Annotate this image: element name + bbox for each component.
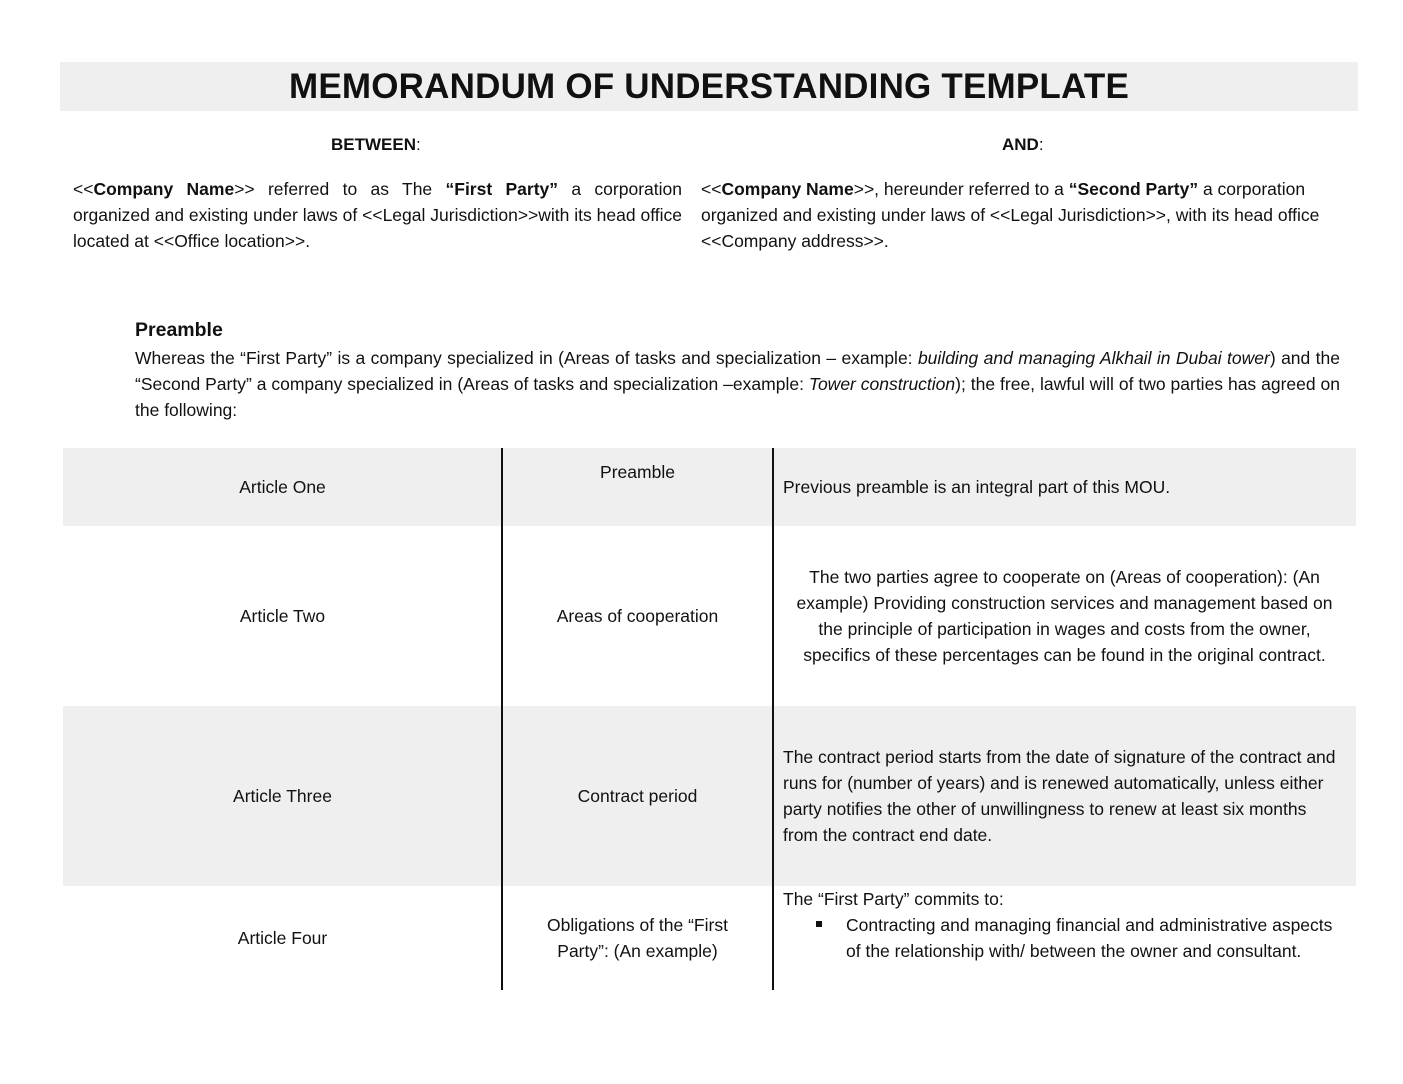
article-subject: Contract period xyxy=(577,786,698,806)
second-party-rest: a corporation organized and existing under laws of <<Legal Jurisdiction>>, with its head office <<Company address>>. xyxy=(701,179,1320,251)
obligations-list xyxy=(783,912,1346,964)
first-party-label: “First Party” xyxy=(445,179,559,199)
document-title: MEMORANDUM OF UNDERSTANDING TEMPLATE xyxy=(60,62,1358,111)
article-content xyxy=(773,886,1356,990)
column-divider xyxy=(772,448,774,990)
table-row xyxy=(63,448,1356,526)
second-party-heading xyxy=(1002,135,1044,155)
article-subject: Preamble xyxy=(600,462,675,482)
second-referred-text: , hereunder referred to a xyxy=(874,179,1069,199)
table-row xyxy=(63,706,1356,886)
article-subject: Obligations of the “First Party”: (An example) xyxy=(547,915,728,961)
list-item xyxy=(783,912,1346,964)
placeholder-close: >> xyxy=(853,179,875,199)
article-number: Article Three xyxy=(233,786,332,806)
preamble-text-part: ); the free, lawful will of two parties has agreed on the following: xyxy=(135,374,1340,420)
preamble-text-part: Whereas the “First Party” is a company specialized in (Areas of tasks and specialization – example: xyxy=(135,348,918,368)
and-colon: : xyxy=(1038,135,1044,154)
first-party-rest: a corporation organized and existing under laws of <<Legal Jurisdiction>>with its head office located at <<Office location>>. xyxy=(73,179,682,251)
second-party-label: “Second Party” xyxy=(1068,179,1199,199)
articles-table xyxy=(63,448,1356,990)
second-company-name: Company Name xyxy=(721,179,854,199)
preamble-paragraph xyxy=(135,345,1340,423)
preamble-text-part: ) and the “Second Party” a company specialized in (Areas of tasks and specialization –example: xyxy=(135,348,1340,394)
first-party-heading xyxy=(331,135,421,155)
first-company-name: Company Name xyxy=(93,179,235,199)
obligation-text: Contracting and managing financial and administrative aspects of the relationship with/ between the owner and consultant. xyxy=(846,915,1333,961)
article-number: Article Four xyxy=(237,928,328,948)
article-content: The two parties agree to cooperate on (Areas of cooperation): (An example) Providing construction services and management based on the principle of participation in wages and costs from the owner, specifics of these percentages can be found in the original contract. xyxy=(796,567,1333,665)
article-subject: Areas of cooperation xyxy=(556,606,719,626)
table-row xyxy=(63,526,1356,706)
placeholder-open: << xyxy=(701,179,722,199)
article-content: The contract period starts from the date of signature of the contract and runs for (number of years) and is renewed automatically, unless either party notifies the other of unwillingness to renew at least six months from the contract end date. xyxy=(783,747,1336,845)
preamble-example-second: Tower construction xyxy=(808,374,956,394)
article-number: Article One xyxy=(239,477,326,497)
placeholder-close: >> xyxy=(234,179,255,199)
preamble-example-first: building and managing Alkhail in Dubai tower xyxy=(917,348,1270,368)
article-content: Previous preamble is an integral part of this MOU. xyxy=(783,477,1171,497)
second-party-paragraph xyxy=(701,176,1327,254)
obligations-intro: The “First Party” commits to: xyxy=(783,889,1004,909)
table-row xyxy=(63,886,1356,990)
between-colon: : xyxy=(416,135,421,154)
and-label: AND xyxy=(1002,135,1039,154)
first-referred-text: referred to as The xyxy=(254,179,446,199)
first-party-paragraph xyxy=(73,176,682,254)
placeholder-open: << xyxy=(73,179,94,199)
column-divider xyxy=(501,448,503,990)
between-label: BETWEEN xyxy=(331,135,416,154)
article-number: Article Two xyxy=(239,606,326,626)
bullet-square-icon xyxy=(816,921,822,927)
preamble-heading: Preamble xyxy=(135,319,223,341)
